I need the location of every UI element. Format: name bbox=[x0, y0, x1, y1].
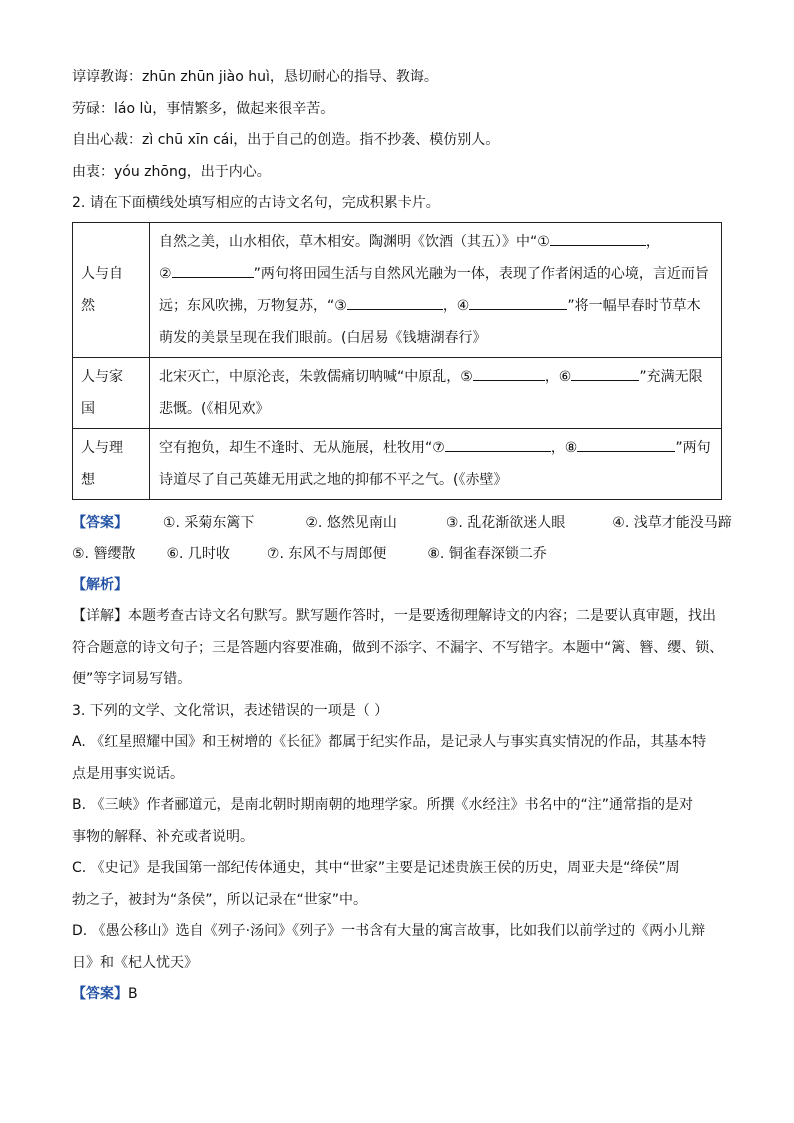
card-content-country: 北宋灭亡，中原沦丧，朱敦儒痛切呐喊“中原乱，⑤ ，⑥ ”充满无限 悲慨。(《相见欢》 bbox=[150, 357, 722, 428]
card-row-ideal bbox=[73, 428, 722, 499]
question-3-stem: 3. 下列的文学、文化常识，表述错误的一项是（ ） bbox=[72, 702, 389, 719]
analysis-label: 【解析】 bbox=[72, 576, 128, 593]
blank-8[interactable] bbox=[577, 437, 675, 452]
q2-answer-row-2 bbox=[72, 539, 722, 570]
card-row-nature bbox=[73, 222, 722, 357]
option-d-line-1: D. 《愚公移山》选自《列子·汤问》《列子》一书含有大量的寓言故事，比如我们以前学过的《两小儿辩 bbox=[72, 923, 706, 939]
card-content-ideal: 空有抱负，却生不逢时、无从施展，杜牧用“⑦ ，⑧ ”两句 诗道尽了自己英雄无用武之地的抑郁不平之气。(《赤壁》 bbox=[150, 428, 722, 499]
detail-line-2: 符合题意的诗文句子；三是答题内容要准确，做到不添字、不漏字、不写错字。本题中“篱、簪、缨、锁、 bbox=[72, 639, 724, 656]
option-d-line-2: 日》和《杞人忧天》 bbox=[72, 954, 198, 971]
card-row-country bbox=[73, 357, 722, 428]
accumulation-card-table bbox=[72, 222, 722, 500]
answer-2: ②. 悠然见南山 bbox=[305, 514, 397, 531]
q3-answer: 【答案】B bbox=[72, 986, 138, 1002]
option-c-line-2: 勃之子，被封为“条侯”，所以记录在“世家”中。 bbox=[72, 891, 368, 908]
question-2-stem: 2. 请在下面横线处填写相应的古诗文名句，完成积累卡片。 bbox=[72, 195, 440, 211]
answer-7: ⑦. 东风不与周郎便 bbox=[266, 545, 387, 562]
answer-label: 【答案】 bbox=[72, 514, 128, 531]
blank-2[interactable] bbox=[172, 263, 254, 278]
answer-5: ⑤. 簪缨散 bbox=[72, 545, 136, 562]
answer-4: ④. 浅草才能没马蹄 bbox=[612, 514, 732, 531]
vocab-line-3: 自出心裁：zì chū xīn cái，出于自己的创造。指不抄袭、模仿别人。 bbox=[72, 132, 500, 148]
option-a-line-1: A. 《红星照耀中国》和王树增的《长征》都属于纪实作品，是记录人与事实真实情况的作品，其基本特 bbox=[72, 734, 707, 750]
blank-3[interactable] bbox=[347, 295, 443, 310]
option-b-line-2: 事物的解释、补充或者说明。 bbox=[72, 828, 254, 845]
card-category-country: 人与家 国 bbox=[73, 357, 150, 428]
blank-4[interactable] bbox=[469, 295, 567, 310]
q2-answer-row-1 bbox=[72, 508, 732, 539]
blank-6[interactable] bbox=[571, 366, 639, 381]
card-category-ideal: 人与理 想 bbox=[73, 428, 150, 499]
detail-line-3: 便”等字词易写错。 bbox=[72, 671, 192, 687]
detail-line-1: 【详解】本题考查古诗文名句默写。默写题作答时，一是要透彻理解诗文的内容；二是要认真审题，找出 bbox=[72, 608, 716, 624]
blank-5[interactable] bbox=[473, 366, 545, 381]
option-a-line-2: 点是用事实说话。 bbox=[72, 765, 184, 782]
card-content-nature: 自然之美，山水相依，草木相安。陶渊明《饮酒（其五）》中“① ， ② ”两句将田园生活与自然风光融为一体，表现了作者闲适的心境，言近而旨 远；东风吹拂，万物复苏，“③ ，④ ”将一幅早春时节草木 萌发的美景呈现在我们眼前。(白居易《钱塘湖春行》 bbox=[150, 222, 722, 357]
blank-1[interactable] bbox=[550, 231, 646, 246]
option-b-line-1: B. 《三峡》作者郦道元，是南北朝时期南朝的地理学家。所撰《水经注》书名中的“注”通常指的是对 bbox=[72, 797, 694, 813]
answer-1: ①. 采菊东篱下 bbox=[162, 514, 255, 531]
answer-6: ⑥. 几时收 bbox=[166, 545, 230, 562]
answer-8: ⑧. 铜雀春深锁二乔 bbox=[427, 545, 547, 562]
vocab-line-1: 谆谆教诲：zhūn zhūn jiào huì，恳切耐心的指导、教诲。 bbox=[72, 69, 438, 85]
option-c-line-1: C. 《史记》是我国第一部纪传体通史，其中“世家”主要是记述贵族王侯的历史，周亚夫是“绛侯”周 bbox=[72, 860, 680, 876]
answer-3: ③. 乱花渐欲迷人眼 bbox=[445, 514, 566, 531]
blank-7[interactable] bbox=[445, 437, 551, 452]
vocab-line-2: 劳碌：láo lù，事情繁多，做起来很辛苦。 bbox=[72, 100, 335, 117]
vocab-line-4: 由衷：yóu zhōng，出于内心。 bbox=[72, 163, 271, 180]
card-category-nature: 人与自 然 bbox=[73, 222, 150, 357]
page bbox=[72, 62, 732, 1011]
